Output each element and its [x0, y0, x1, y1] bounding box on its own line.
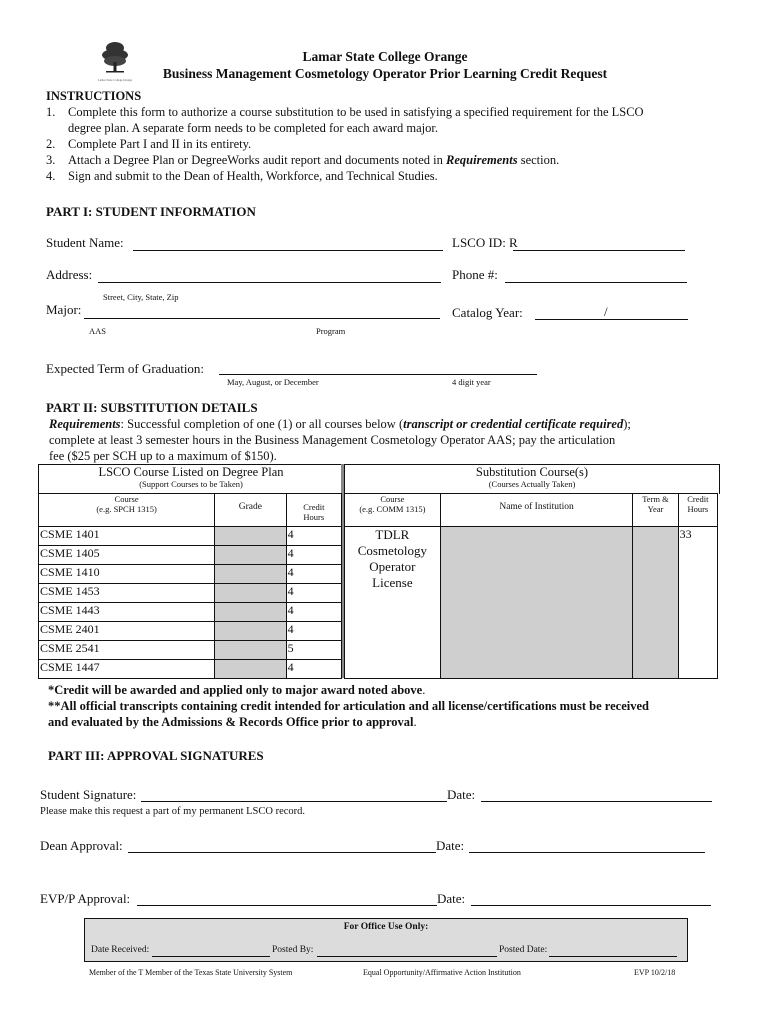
posted-date-field[interactable]: [549, 956, 677, 957]
institution-cell[interactable]: [440, 527, 633, 679]
student-signature-label: Student Signature:: [40, 787, 137, 802]
footer-eeo: Equal Opportunity/Affirmative Action Institution: [363, 968, 521, 977]
major-field[interactable]: [84, 318, 440, 319]
instruction-item: 1. Complete this form to authorize a course substitution to be used in satisfying a specified requirement for the LSCO: [46, 105, 644, 119]
address-field[interactable]: [98, 282, 441, 283]
credit-notes: *Credit will be awarded and applied only to major award noted above. **All official transcripts containing credit intended for articulation and all license/certifications must be received and evaluated by the Admissions & Records Office prior to approval.: [48, 683, 649, 729]
catalog-year-separator: /: [604, 304, 608, 319]
grade-cell[interactable]: [215, 584, 286, 603]
office-use-box: [84, 918, 688, 962]
term-cell[interactable]: [633, 527, 678, 679]
part1-heading: PART I: STUDENT INFORMATION: [46, 204, 256, 219]
table-row: CSME 1453 4: [39, 584, 342, 603]
instruction-item: 4. Sign and submit to the Dean of Health, Workforce, and Technical Studies.: [46, 169, 438, 183]
dean-approval-field[interactable]: [128, 852, 436, 853]
aas-hint: AAS: [89, 326, 107, 336]
lsco-id-label: LSCO ID: R: [452, 235, 518, 250]
instruction-item: 2. Complete Part I and II in its entirety.: [46, 137, 252, 151]
college-name: Lamar State College Orange: [302, 49, 468, 64]
substitution-course-cell: TDLR Cosmetology Operator License: [345, 527, 441, 679]
address-label: Address:: [46, 267, 93, 282]
office-use-title: For Office Use Only:: [343, 922, 429, 932]
table-row: CSME 2541 5: [39, 641, 342, 660]
catalog-year-label: Catalog Year:: [452, 305, 523, 320]
posted-by-field[interactable]: [317, 956, 497, 957]
table-row: CSME 2401 4: [39, 622, 342, 641]
address-hint: Street, City, State, Zip: [103, 292, 179, 302]
substitution-course-table: [344, 493, 718, 679]
instruction-item: degree plan. A separate form needs to be completed for each award major.: [68, 121, 438, 135]
student-date-label: Date:: [447, 787, 476, 802]
program-hint: Program: [316, 326, 346, 336]
logo-caption: Lamar State College Orange: [97, 78, 133, 82]
grade-cell[interactable]: [215, 622, 286, 641]
date-received-field[interactable]: [152, 956, 270, 957]
col-header-credit: Credit Hours: [286, 494, 341, 527]
student-signature-field[interactable]: [141, 801, 447, 802]
requirements-text: Requirements: Successful completion of one (1) or all courses below (transcript or credential certificate required); complete at least 3 semester hours in the Business Management Cosmetology Operator AAS; pay the articulation fee ($25 per SCH up to a maximum of $150).: [49, 417, 631, 463]
table-row: CSME 1410 4: [39, 565, 342, 584]
col-header-institution: Name of Institution: [440, 494, 633, 527]
grade-cell[interactable]: [215, 603, 286, 622]
grade-cell[interactable]: [215, 641, 286, 660]
table-row: CSME 1447 4: [39, 660, 342, 679]
grade-cell[interactable]: [215, 527, 286, 546]
footer-version: EVP 10/2/18: [634, 968, 676, 977]
col-header-grade: Grade: [215, 494, 286, 527]
expected-term-field[interactable]: [219, 374, 537, 375]
catalog-year-field[interactable]: [535, 319, 688, 320]
form-title: Business Management Cosmetology Operator Prior Learning Credit Request: [162, 66, 608, 81]
grade-cell[interactable]: [215, 660, 286, 679]
dean-date-label: Date:: [436, 838, 465, 853]
student-name-label: Student Name:: [46, 235, 124, 250]
evp-approval-label: EVP/P Approval:: [40, 891, 131, 906]
col-header-sub-course: Course (e.g. COMM 1315): [345, 494, 441, 527]
col-header-term: Term & Year: [633, 494, 678, 527]
phone-field[interactable]: [505, 282, 687, 283]
table-row: [345, 527, 718, 679]
posted-date-label: Posted Date:: [499, 945, 548, 955]
dean-date-field[interactable]: [469, 852, 705, 853]
instructions-heading: INSTRUCTIONS: [46, 89, 142, 103]
lsco-id-field[interactable]: [513, 250, 685, 251]
grade-cell[interactable]: [215, 565, 286, 584]
evp-approval-field[interactable]: [137, 905, 437, 906]
table-row: CSME 1405 4: [39, 546, 342, 565]
permanent-record-note: Please make this request a part of my permanent LSCO record.: [40, 806, 306, 817]
term-hint: May, August, or December: [227, 377, 319, 387]
date-received-label: Date Received:: [91, 945, 150, 955]
year-hint: 4 digit year: [452, 377, 491, 387]
major-label: Major:: [46, 302, 82, 317]
phone-label: Phone #:: [452, 267, 498, 282]
student-name-field[interactable]: [133, 250, 443, 251]
evp-date-field[interactable]: [471, 905, 711, 906]
part2-heading: PART II: SUBSTITUTION DETAILS: [46, 400, 258, 415]
col-header-sub-credit: Credit Hours: [678, 494, 717, 527]
lsco-course-table: [38, 493, 342, 679]
posted-by-label: Posted By:: [272, 945, 314, 955]
instructions-list: [46, 104, 746, 184]
part3-heading: PART III: APPROVAL SIGNATURES: [48, 748, 264, 763]
footer-member: Member of the T Member of the Texas State University System: [89, 968, 293, 977]
table-row: CSME 1401 4: [39, 527, 342, 546]
evp-date-label: Date:: [437, 891, 466, 906]
grade-cell[interactable]: [215, 546, 286, 565]
table-row: CSME 1443 4: [39, 603, 342, 622]
dean-approval-label: Dean Approval:: [40, 838, 123, 853]
expected-term-label: Expected Term of Graduation:: [46, 361, 205, 376]
student-date-field[interactable]: [481, 801, 712, 802]
instruction-item: 3. Attach a Degree Plan or DegreeWorks audit report and documents noted in Requirements section.: [46, 153, 560, 167]
col-header-course: Course (e.g. SPCH 1315): [39, 494, 215, 527]
sub-hours-cell: 33: [678, 527, 717, 679]
left-table-header: LSCO Course Listed on Degree Plan (Support Courses to be Taken): [38, 464, 344, 494]
right-table-header: Substitution Course(s) (Courses Actually Taken): [344, 464, 720, 494]
